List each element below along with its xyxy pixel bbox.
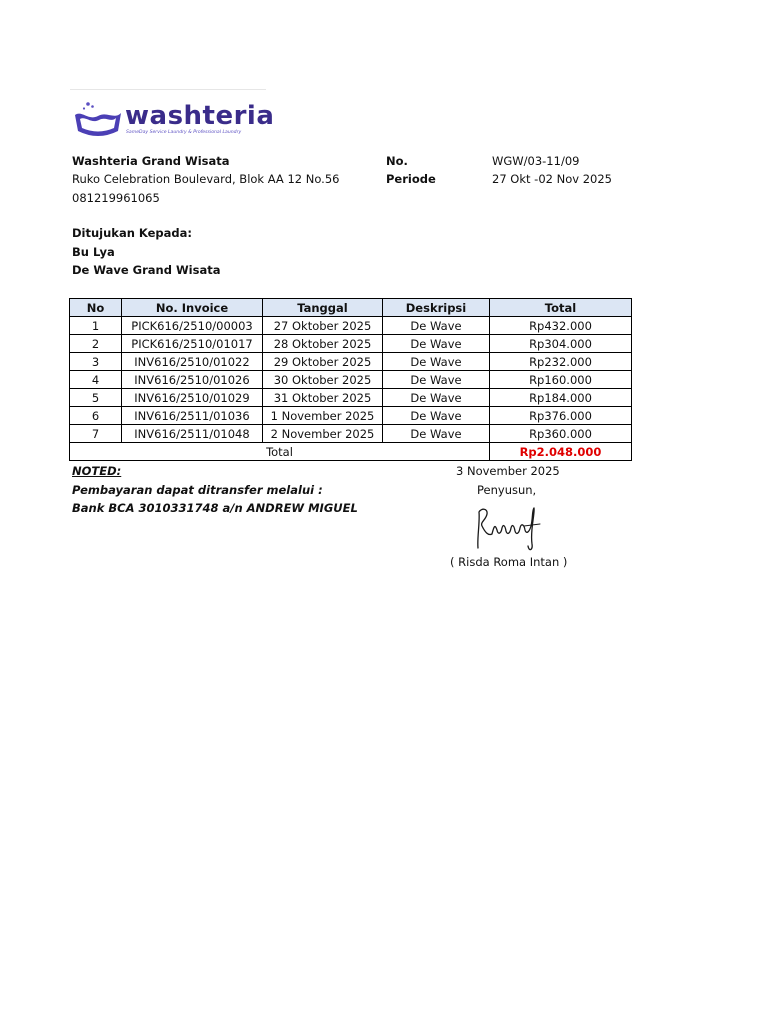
recipient-heading: Ditujukan Kepada: — [72, 226, 192, 240]
sender-name: Washteria Grand Wisata — [72, 154, 230, 168]
col-header-invoice: No. Invoice — [122, 299, 263, 317]
cell-no: 3 — [70, 353, 122, 371]
cell-date: 28 Oktober 2025 — [263, 335, 383, 353]
recipient-company: De Wave Grand Wisata — [72, 263, 221, 277]
table-row — [70, 371, 632, 389]
cell-total: Rp232.000 — [490, 353, 632, 371]
header-divider — [70, 89, 266, 90]
col-header-no: No — [70, 299, 122, 317]
total-row — [70, 443, 632, 461]
cell-invoice: PICK616/2510/00003 — [122, 317, 263, 335]
payment-instruction: Pembayaran dapat ditransfer melalui : — [72, 483, 323, 497]
cell-no: 2 — [70, 335, 122, 353]
col-header-date: Tanggal — [263, 299, 383, 317]
cell-no: 1 — [70, 317, 122, 335]
grand-total: Rp2.048.000 — [490, 443, 632, 461]
cell-description: De Wave — [383, 353, 490, 371]
notes-heading: NOTED: — [72, 464, 122, 478]
cell-description: De Wave — [383, 335, 490, 353]
signature-image — [468, 500, 548, 555]
table-row — [70, 353, 632, 371]
invoice-number-value: WGW/03-11/09 — [492, 154, 580, 168]
cell-description: De Wave — [383, 371, 490, 389]
cell-total: Rp304.000 — [490, 335, 632, 353]
cell-no: 6 — [70, 407, 122, 425]
sender-address: Ruko Celebration Boulevard, Blok AA 12 No.56 — [72, 172, 340, 186]
cell-date: 29 Oktober 2025 — [263, 353, 383, 371]
cell-date: 1 November 2025 — [263, 407, 383, 425]
cell-description: De Wave — [383, 407, 490, 425]
col-header-total: Total — [490, 299, 632, 317]
cell-no: 7 — [70, 425, 122, 443]
cell-invoice: INV616/2510/01022 — [122, 353, 263, 371]
total-label: Total — [70, 443, 490, 461]
signoff-role: Penyusun, — [477, 483, 537, 497]
col-header-description: Deskripsi — [383, 299, 490, 317]
brand-tagline: SameDay Service Laundry & Professional Laundry — [126, 130, 242, 135]
cell-invoice: INV616/2510/01026 — [122, 371, 263, 389]
table-row — [70, 317, 632, 335]
cell-description: De Wave — [383, 425, 490, 443]
cell-total: Rp432.000 — [490, 317, 632, 335]
cell-description: De Wave — [383, 317, 490, 335]
signoff-date: 3 November 2025 — [456, 464, 560, 478]
invoice-number-label: No. — [386, 154, 408, 168]
cell-invoice: PICK616/2510/01017 — [122, 335, 263, 353]
cell-total: Rp160.000 — [490, 371, 632, 389]
recipient-name: Bu Lya — [72, 245, 115, 259]
cell-date: 27 Oktober 2025 — [263, 317, 383, 335]
sender-phone: 081219961065 — [72, 191, 160, 205]
cell-no: 5 — [70, 389, 122, 407]
period-label: Periode — [386, 172, 436, 186]
cell-invoice: INV616/2510/01029 — [122, 389, 263, 407]
cell-date: 30 Oktober 2025 — [263, 371, 383, 389]
cell-description: De Wave — [383, 389, 490, 407]
table-row — [70, 425, 632, 443]
washteria-logo — [72, 101, 275, 141]
cell-date: 31 Oktober 2025 — [263, 389, 383, 407]
washing-basin-icon — [72, 101, 124, 141]
cell-invoice: INV616/2511/01048 — [122, 425, 263, 443]
signer-name: ( Risda Roma Intan ) — [450, 555, 568, 569]
cell-total: Rp376.000 — [490, 407, 632, 425]
table-header-row — [70, 299, 632, 317]
cell-total: Rp360.000 — [490, 425, 632, 443]
cell-date: 2 November 2025 — [263, 425, 383, 443]
invoice-table — [69, 298, 632, 461]
cell-total: Rp184.000 — [490, 389, 632, 407]
cell-no: 4 — [70, 371, 122, 389]
brand-wordmark: washteria — [125, 101, 275, 131]
period-value: 27 Okt -02 Nov 2025 — [492, 172, 612, 186]
cell-invoice: INV616/2511/01036 — [122, 407, 263, 425]
table-row — [70, 389, 632, 407]
bank-account: Bank BCA 3010331748 a/n ANDREW MIGUEL — [72, 501, 358, 515]
table-row — [70, 335, 632, 353]
table-row — [70, 407, 632, 425]
